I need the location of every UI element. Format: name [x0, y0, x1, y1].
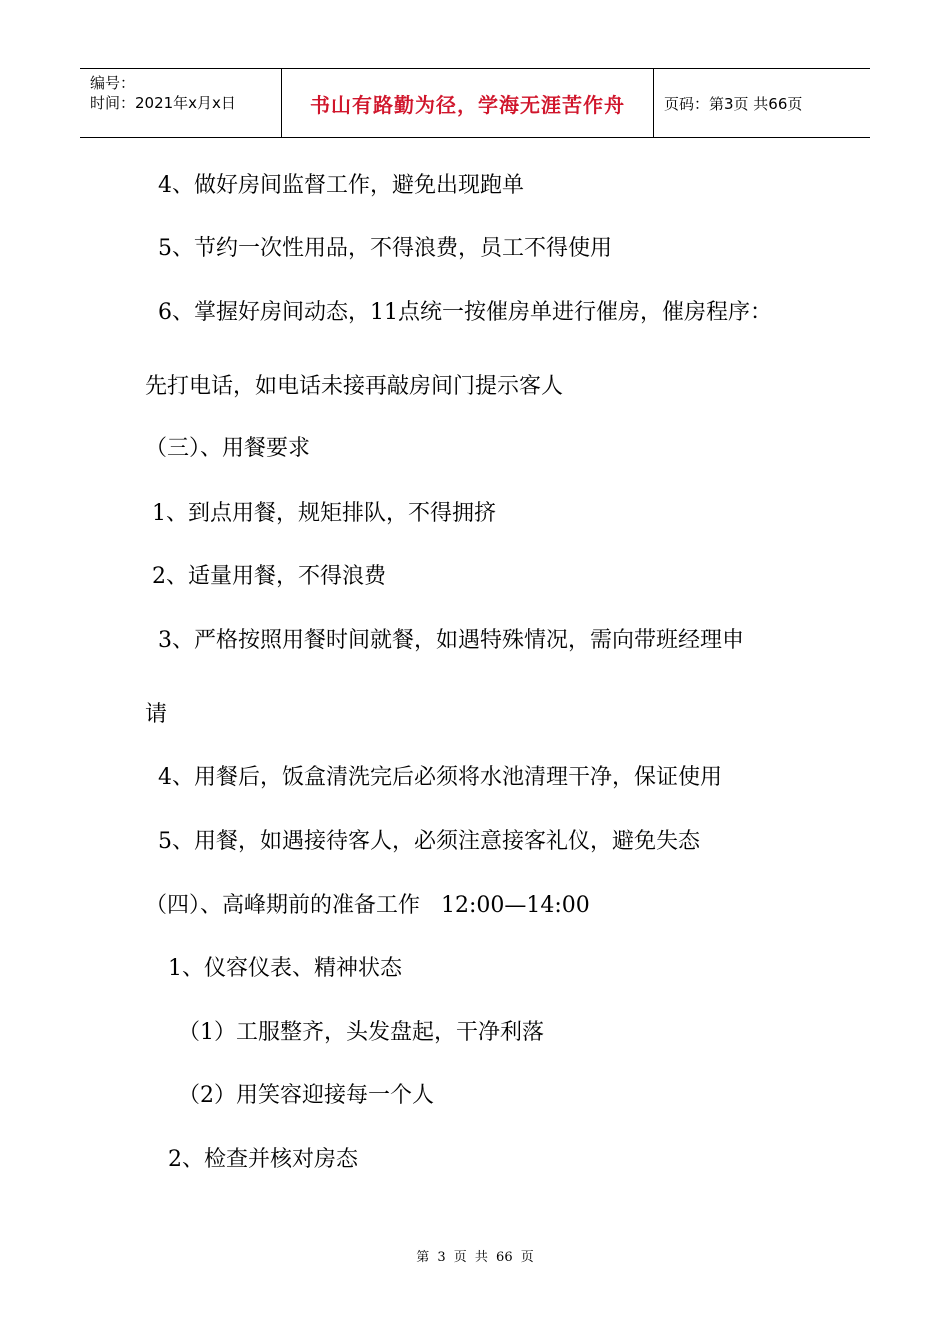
header-page-cell [654, 69, 870, 137]
body-line: 3、严格按照用餐时间就餐，如遇特殊情况，需向带班经理申 [158, 628, 744, 653]
header-motto: 书山有路勤为径，学海无涯苦作舟 [310, 92, 625, 117]
header-page-info: 页码：第3页 共66页 [664, 94, 803, 113]
section-heading: （三）、用餐要求 [145, 436, 311, 461]
body-line: 5、节约一次性用品，不得浪费，员工不得使用 [158, 236, 612, 261]
body-line: （1）工服整齐，头发盘起，干净利落 [178, 1020, 544, 1045]
header-motto-cell [282, 69, 654, 137]
body-line: 4、用餐后，饭盒清洗完后必须将水池清理干净，保证使用 [158, 765, 722, 790]
body-line: （2）用笑容迎接每一个人 [178, 1083, 434, 1108]
body-line: 请 [145, 702, 168, 727]
body-line: 2、检查并核对房态 [168, 1147, 358, 1172]
section-heading: （四）、高峰期前的准备工作 12:00—14:00 [145, 893, 590, 918]
body-line: 5、用餐，如遇接待客人，必须注意接客礼仪，避免失态 [158, 829, 700, 854]
body-line: 1、到点用餐，规矩排队，不得拥挤 [152, 501, 496, 526]
body-line: 4、做好房间监督工作，避免出现跑单 [158, 173, 524, 198]
body-line: 先打电话，如电话未接再敲房间门提示客人 [145, 374, 564, 399]
page-footer: 第 3 页 共 66 页 [416, 1250, 534, 1265]
header-meta-cell [80, 69, 282, 137]
body-line: 6、掌握好房间动态，11点统一按催房单进行催房，催房程序： [158, 300, 772, 325]
body-line: 2、适量用餐，不得浪费 [152, 564, 386, 589]
document-date-label: 时间：2021年x月x日 [90, 94, 236, 112]
body-line: 1、仪容仪表、精神状态 [168, 956, 402, 981]
page-header [80, 68, 870, 138]
document-number-label: 编号： [90, 74, 136, 92]
